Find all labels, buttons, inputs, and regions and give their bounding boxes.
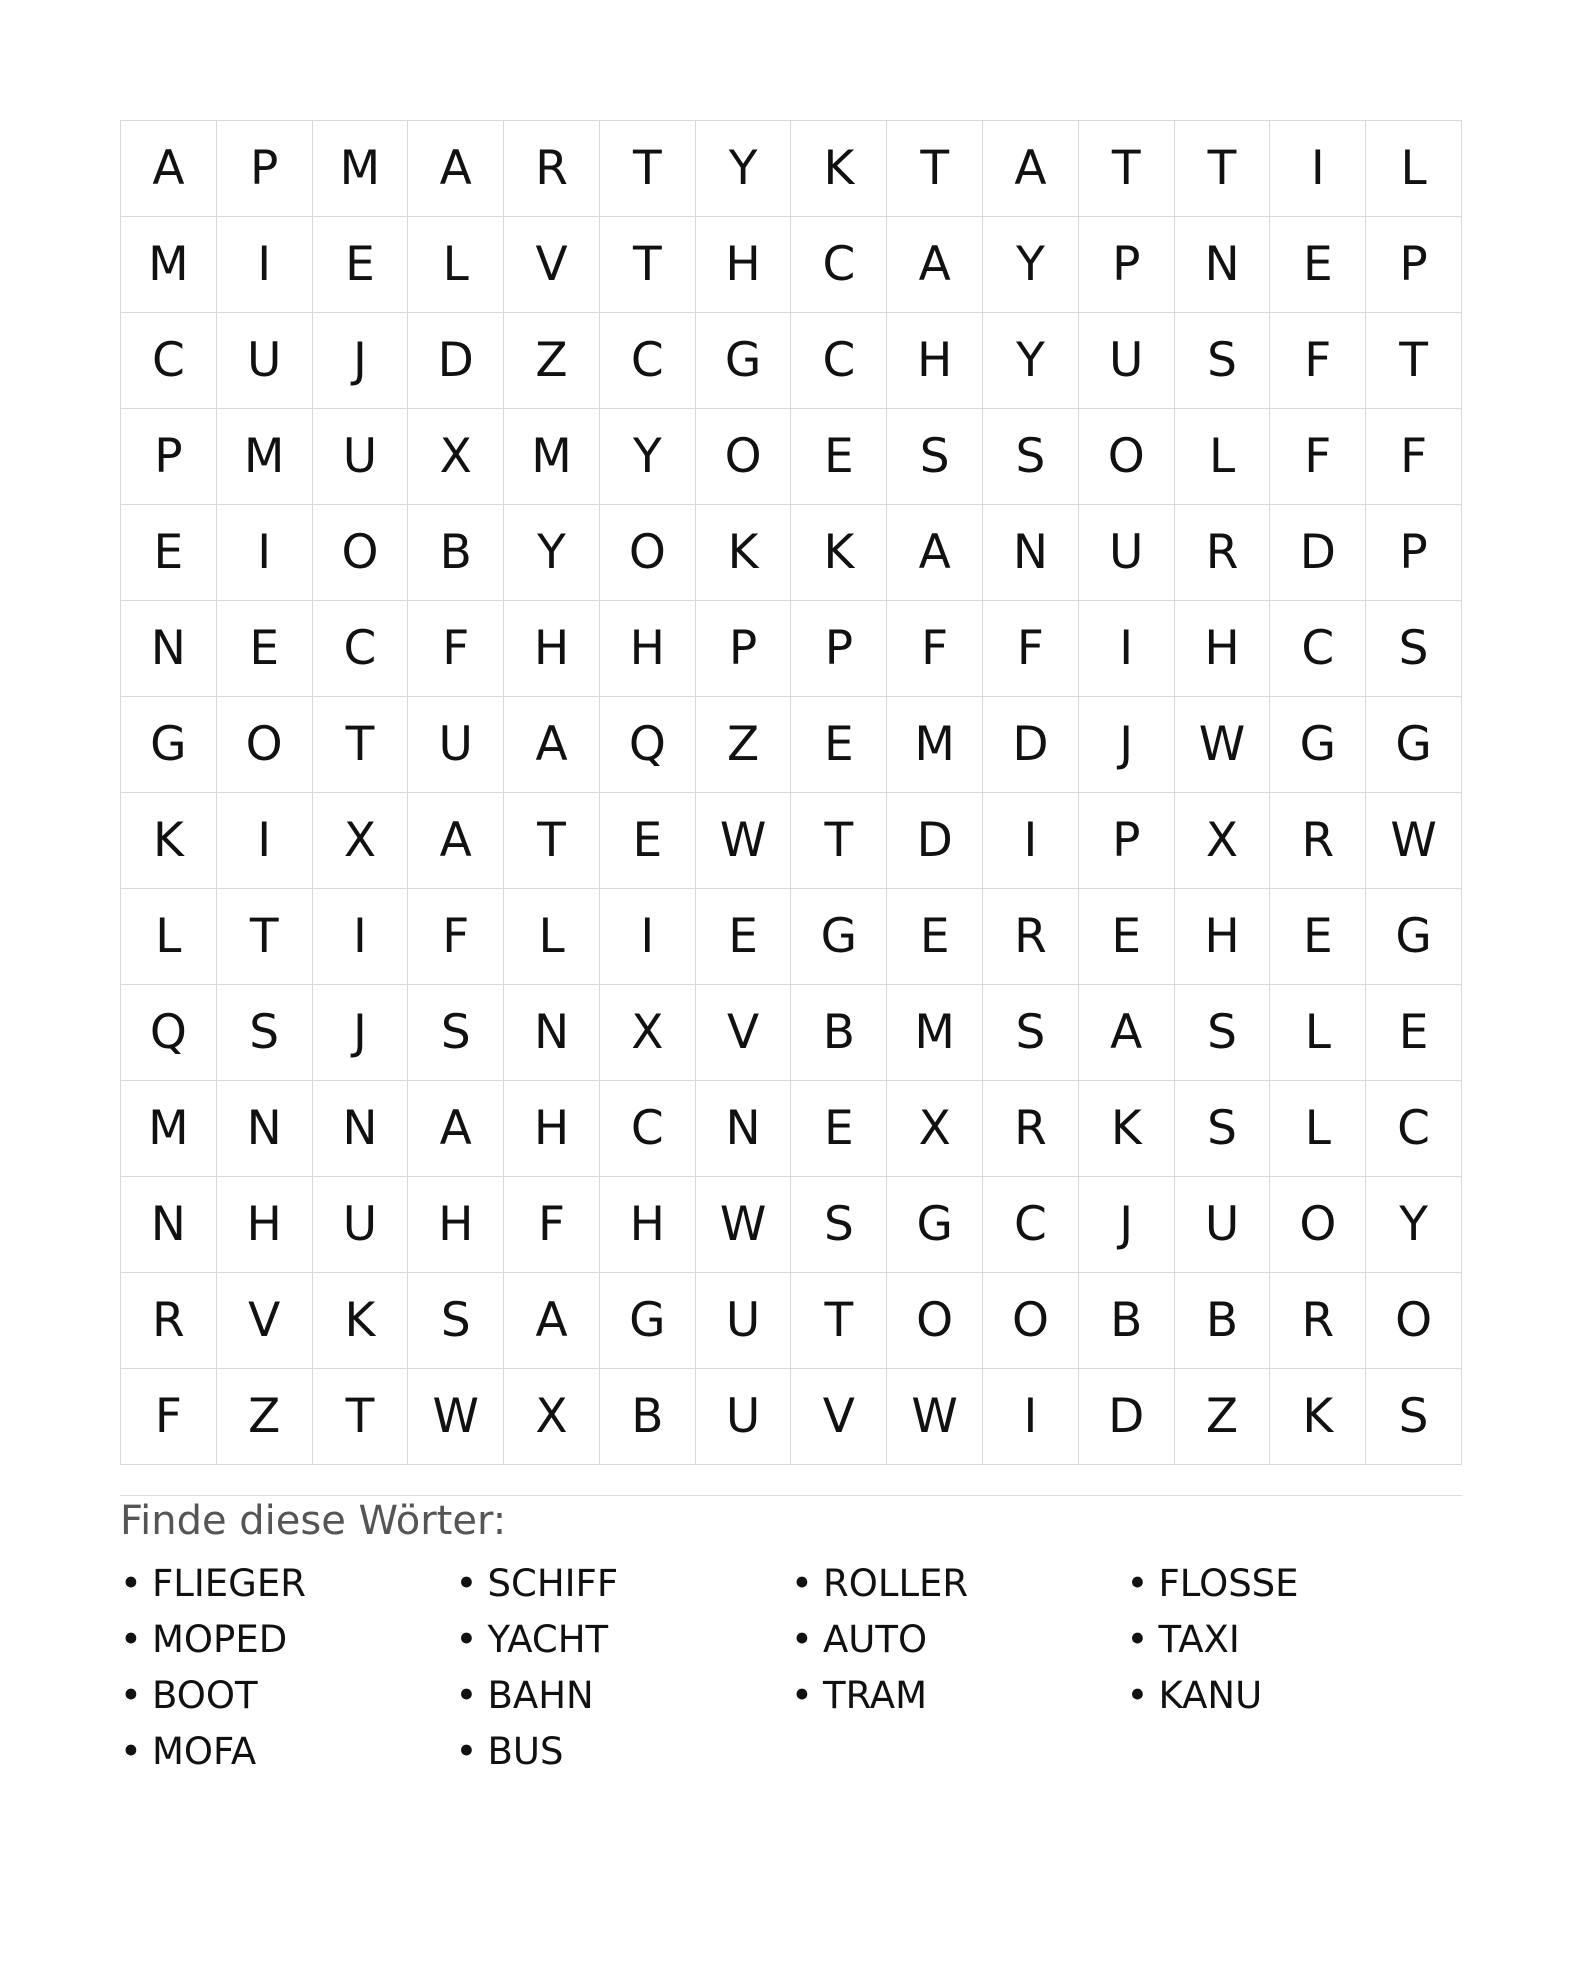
grid-cell[interactable]: G [1366, 697, 1462, 793]
bullet-icon: • [1126, 1618, 1149, 1661]
grid-cell[interactable]: T [313, 1369, 409, 1465]
word-list-item [456, 1562, 792, 1606]
grid-cell[interactable]: E [313, 217, 409, 313]
grid-cell[interactable]: H [217, 1177, 313, 1273]
grid-cell[interactable]: E [217, 601, 313, 697]
word-label: KANU [1158, 1674, 1263, 1717]
grid-cell[interactable]: H [504, 601, 600, 697]
bullet-icon: • [1126, 1674, 1149, 1717]
grid-cell[interactable]: B [1175, 1273, 1271, 1369]
grid-cell[interactable]: C [600, 313, 696, 409]
word-list [120, 1562, 1462, 1774]
grid-cell[interactable]: F [408, 889, 504, 985]
grid-cell[interactable]: F [1270, 409, 1366, 505]
grid-cell[interactable]: L [408, 217, 504, 313]
grid-cell[interactable]: C [1270, 601, 1366, 697]
grid-cell[interactable]: G [600, 1273, 696, 1369]
grid-cell[interactable]: F [983, 601, 1079, 697]
grid-cell[interactable]: O [1079, 409, 1175, 505]
grid-cell[interactable]: S [408, 1273, 504, 1369]
grid-cell[interactable]: G [696, 313, 792, 409]
grid-cell[interactable]: E [1270, 217, 1366, 313]
grid-cell[interactable]: O [696, 409, 792, 505]
bullet-icon: • [791, 1618, 813, 1661]
grid-cell[interactable]: X [408, 409, 504, 505]
word-list-item [1127, 1674, 1463, 1718]
grid-cell[interactable]: R [983, 1081, 1079, 1177]
grid-cell[interactable]: N [1175, 217, 1271, 313]
grid-cell[interactable]: M [504, 409, 600, 505]
grid-cell[interactable]: K [1079, 1081, 1175, 1177]
grid-cell[interactable]: M [121, 217, 217, 313]
grid-cell[interactable]: Y [504, 505, 600, 601]
grid-cell[interactable]: E [791, 1081, 887, 1177]
grid-cell[interactable]: N [313, 1081, 409, 1177]
grid-cell[interactable]: U [217, 313, 313, 409]
grid-cell[interactable]: I [217, 217, 313, 313]
grid-cell[interactable]: E [1079, 889, 1175, 985]
grid-cell[interactable]: O [217, 697, 313, 793]
grid-cell[interactable]: U [408, 697, 504, 793]
grid-cell[interactable]: L [1270, 1081, 1366, 1177]
grid-cell[interactable]: F [887, 601, 983, 697]
grid-cell[interactable]: S [1175, 985, 1271, 1081]
grid-cell[interactable]: D [1270, 505, 1366, 601]
grid-cell[interactable]: T [1366, 313, 1462, 409]
grid-cell[interactable]: Z [217, 1369, 313, 1465]
grid-cell[interactable]: R [504, 121, 600, 217]
grid-cell[interactable]: Y [983, 313, 1079, 409]
bullet-icon: • [120, 1674, 142, 1717]
word-list-item [120, 1730, 456, 1774]
grid-cell[interactable]: O [983, 1273, 1079, 1369]
grid-cell[interactable]: D [887, 793, 983, 889]
word-label: FLOSSE [1158, 1562, 1299, 1605]
grid-cell[interactable]: D [983, 697, 1079, 793]
grid-cell[interactable]: U [696, 1273, 792, 1369]
grid-cell[interactable]: O [313, 505, 409, 601]
grid-cell[interactable]: C [121, 313, 217, 409]
grid-cell[interactable]: H [696, 217, 792, 313]
grid-cell[interactable]: J [313, 313, 409, 409]
grid-cell[interactable]: E [791, 409, 887, 505]
grid-cell[interactable]: Y [983, 217, 1079, 313]
grid-cell[interactable]: A [408, 793, 504, 889]
grid-cell[interactable]: N [217, 1081, 313, 1177]
grid-cell[interactable]: E [696, 889, 792, 985]
word-label: ROLLER [823, 1562, 969, 1605]
grid-cell[interactable]: I [1270, 121, 1366, 217]
grid-cell[interactable]: K [1270, 1369, 1366, 1465]
grid-cell[interactable]: S [1175, 313, 1271, 409]
word-list-item [456, 1618, 792, 1662]
grid-cell[interactable]: H [1175, 889, 1271, 985]
grid-cell[interactable]: V [504, 217, 600, 313]
grid-cell[interactable]: T [600, 217, 696, 313]
grid-cell[interactable]: I [983, 793, 1079, 889]
grid-cell[interactable]: N [983, 505, 1079, 601]
grid-cell[interactable]: E [121, 505, 217, 601]
grid-cell[interactable]: G [791, 889, 887, 985]
word-label: BUS [487, 1730, 564, 1773]
grid-cell[interactable]: O [1270, 1177, 1366, 1273]
grid-cell[interactable]: S [1366, 1369, 1462, 1465]
grid-cell[interactable]: S [408, 985, 504, 1081]
word-label: BAHN [487, 1674, 594, 1717]
grid-cell[interactable]: H [600, 601, 696, 697]
letter-grid [120, 120, 1462, 1465]
grid-cell[interactable]: T [217, 889, 313, 985]
grid-cell[interactable]: H [887, 313, 983, 409]
grid-cell[interactable]: M [121, 1081, 217, 1177]
grid-cell[interactable]: T [504, 793, 600, 889]
grid-cell[interactable]: R [1270, 793, 1366, 889]
grid-cell[interactable]: O [1366, 1273, 1462, 1369]
grid-cell[interactable]: F [1366, 409, 1462, 505]
bullet-icon: • [120, 1562, 142, 1605]
grid-cell[interactable]: I [217, 505, 313, 601]
grid-cell[interactable]: V [791, 1369, 887, 1465]
grid-cell[interactable]: T [791, 1273, 887, 1369]
bullet-icon: • [455, 1674, 478, 1717]
grid-cell[interactable]: E [1366, 985, 1462, 1081]
grid-cell[interactable]: J [1079, 697, 1175, 793]
grid-cell[interactable]: B [600, 1369, 696, 1465]
grid-cell[interactable]: C [600, 1081, 696, 1177]
grid-cell[interactable]: E [1270, 889, 1366, 985]
word-label: FLIEGER [152, 1562, 306, 1605]
grid-cell[interactable]: Z [504, 313, 600, 409]
grid-cell[interactable]: P [1079, 793, 1175, 889]
grid-cell[interactable]: X [504, 1369, 600, 1465]
word-label: MOPED [152, 1618, 288, 1661]
grid-cell[interactable]: U [1175, 1177, 1271, 1273]
grid-cell[interactable]: G [121, 697, 217, 793]
grid-cell[interactable]: I [313, 889, 409, 985]
grid-cell[interactable]: X [887, 1081, 983, 1177]
grid-cell[interactable]: P [217, 121, 313, 217]
grid-cell[interactable]: Q [121, 985, 217, 1081]
grid-cell[interactable]: D [408, 313, 504, 409]
grid-cell[interactable]: A [887, 505, 983, 601]
grid-cell[interactable]: U [1079, 313, 1175, 409]
grid-cell[interactable]: O [887, 1273, 983, 1369]
grid-cell[interactable]: I [983, 1369, 1079, 1465]
bullet-icon: • [455, 1730, 478, 1773]
grid-cell[interactable]: L [1366, 121, 1462, 217]
grid-cell[interactable]: S [1366, 601, 1462, 697]
grid-cell[interactable]: F [408, 601, 504, 697]
grid-cell[interactable]: G [1270, 697, 1366, 793]
grid-cell[interactable]: H [408, 1177, 504, 1273]
grid-cell[interactable]: F [121, 1369, 217, 1465]
grid-cell[interactable]: E [887, 889, 983, 985]
grid-cell[interactable]: Z [1175, 1369, 1271, 1465]
word-list-item [456, 1730, 792, 1774]
bullet-icon: • [1126, 1562, 1149, 1605]
grid-cell[interactable]: O [600, 505, 696, 601]
word-label: AUTO [823, 1618, 928, 1661]
grid-cell[interactable]: Y [1366, 1177, 1462, 1273]
word-list-title: Finde diese Wörter: [120, 1498, 507, 1544]
word-label: SCHIFF [487, 1562, 619, 1605]
grid-cell[interactable]: A [1079, 985, 1175, 1081]
grid-cell[interactable]: I [600, 889, 696, 985]
grid-cell[interactable]: D [1079, 1369, 1175, 1465]
grid-cell[interactable]: U [1079, 505, 1175, 601]
grid-cell[interactable]: N [121, 601, 217, 697]
grid-cell[interactable]: C [313, 601, 409, 697]
grid-cell[interactable]: T [791, 793, 887, 889]
word-label: BOOT [152, 1674, 258, 1717]
grid-cell[interactable]: W [696, 793, 792, 889]
grid-cell[interactable]: B [408, 505, 504, 601]
grid-cell[interactable]: Q [600, 697, 696, 793]
grid-cell[interactable]: L [1270, 985, 1366, 1081]
grid-cell[interactable]: X [600, 985, 696, 1081]
grid-cell[interactable]: Y [600, 409, 696, 505]
grid-cell[interactable]: K [791, 121, 887, 217]
grid-cell[interactable]: T [600, 121, 696, 217]
grid-cell[interactable]: P [1079, 217, 1175, 313]
word-label: TAXI [1158, 1618, 1240, 1661]
word-label: YACHT [487, 1618, 609, 1661]
grid-cell[interactable]: L [1175, 409, 1271, 505]
bullet-icon: • [120, 1618, 142, 1661]
word-list-item [120, 1562, 456, 1606]
grid-cell[interactable]: C [791, 313, 887, 409]
word-list-item [1127, 1618, 1463, 1662]
word-list-item [456, 1674, 792, 1718]
grid-cell[interactable]: A [504, 1273, 600, 1369]
grid-cell[interactable]: R [1175, 505, 1271, 601]
grid-cell[interactable]: K [696, 505, 792, 601]
grid-cell[interactable]: P [1366, 505, 1462, 601]
grid-cell[interactable]: N [504, 985, 600, 1081]
word-label: MOFA [152, 1730, 257, 1773]
grid-cell[interactable]: G [1366, 889, 1462, 985]
grid-cell[interactable]: S [1175, 1081, 1271, 1177]
grid-cell[interactable]: M [887, 985, 983, 1081]
grid-cell[interactable]: V [217, 1273, 313, 1369]
grid-cell[interactable]: T [313, 697, 409, 793]
grid-cell[interactable]: J [313, 985, 409, 1081]
grid-cell[interactable]: S [217, 985, 313, 1081]
grid-cell[interactable]: S [791, 1177, 887, 1273]
grid-cell[interactable]: V [696, 985, 792, 1081]
grid-cell[interactable]: A [887, 217, 983, 313]
grid-cell[interactable]: A [408, 1081, 504, 1177]
grid-cell[interactable]: I [217, 793, 313, 889]
grid-cell[interactable]: M [313, 121, 409, 217]
grid-cell[interactable]: E [791, 697, 887, 793]
bullet-icon: • [455, 1562, 478, 1605]
grid-cell[interactable]: W [887, 1369, 983, 1465]
grid-cell[interactable]: U [696, 1369, 792, 1465]
grid-cell[interactable]: P [1366, 217, 1462, 313]
grid-cell[interactable]: P [791, 601, 887, 697]
grid-cell[interactable]: R [983, 889, 1079, 985]
grid-cell[interactable]: N [696, 1081, 792, 1177]
bullet-icon: • [791, 1674, 813, 1717]
grid-cell[interactable]: G [887, 1177, 983, 1273]
grid-cell[interactable]: F [1270, 313, 1366, 409]
grid-cell[interactable]: W [1175, 697, 1271, 793]
grid-cell[interactable]: A [504, 697, 600, 793]
grid-cell[interactable]: S [887, 409, 983, 505]
word-label: TRAM [823, 1674, 928, 1717]
grid-cell[interactable]: H [504, 1081, 600, 1177]
divider [120, 1495, 1462, 1496]
grid-cell[interactable]: K [121, 793, 217, 889]
grid-cell[interactable]: W [408, 1369, 504, 1465]
bullet-icon: • [120, 1730, 142, 1773]
grid-cell[interactable]: I [1079, 601, 1175, 697]
grid-cell[interactable]: B [1079, 1273, 1175, 1369]
word-list-item [791, 1674, 1127, 1718]
grid-cell[interactable]: K [791, 505, 887, 601]
grid-cell[interactable]: W [696, 1177, 792, 1273]
grid-cell[interactable]: R [1270, 1273, 1366, 1369]
grid-cell[interactable]: W [1366, 793, 1462, 889]
grid-cell[interactable]: N [121, 1177, 217, 1273]
grid-cell[interactable]: T [887, 121, 983, 217]
word-list-item [1127, 1562, 1463, 1606]
grid-cell[interactable]: L [121, 889, 217, 985]
word-search-puzzle [120, 120, 1462, 1774]
word-list-item [120, 1674, 456, 1718]
grid-cell[interactable]: C [1366, 1081, 1462, 1177]
grid-cell[interactable]: H [1175, 601, 1271, 697]
grid-cell[interactable]: F [504, 1177, 600, 1273]
word-list-item [791, 1618, 1127, 1662]
bullet-icon: • [455, 1618, 478, 1661]
grid-cell[interactable]: R [121, 1273, 217, 1369]
grid-cell[interactable]: A [983, 121, 1079, 217]
bullet-icon: • [791, 1562, 813, 1605]
grid-cell[interactable]: X [1175, 793, 1271, 889]
grid-cell[interactable]: T [1175, 121, 1271, 217]
grid-cell[interactable]: M [887, 697, 983, 793]
grid-cell[interactable]: B [791, 985, 887, 1081]
word-list-item [791, 1562, 1127, 1606]
grid-cell[interactable]: X [313, 793, 409, 889]
grid-cell[interactable]: P [696, 601, 792, 697]
grid-cell[interactable]: K [313, 1273, 409, 1369]
grid-cell[interactable]: M [217, 409, 313, 505]
grid-cell[interactable]: Y [696, 121, 792, 217]
grid-cell[interactable]: H [600, 1177, 696, 1273]
grid-cell[interactable]: S [983, 409, 1079, 505]
grid-cell[interactable]: J [1079, 1177, 1175, 1273]
grid-cell[interactable]: U [313, 1177, 409, 1273]
grid-cell[interactable]: U [313, 409, 409, 505]
grid-cell[interactable]: S [983, 985, 1079, 1081]
grid-cell[interactable]: E [600, 793, 696, 889]
grid-cell[interactable]: T [1079, 121, 1175, 217]
grid-cell[interactable]: Z [696, 697, 792, 793]
grid-cell[interactable]: A [408, 121, 504, 217]
grid-cell[interactable]: C [983, 1177, 1079, 1273]
grid-cell[interactable]: P [121, 409, 217, 505]
grid-cell[interactable]: C [791, 217, 887, 313]
grid-cell[interactable]: L [504, 889, 600, 985]
word-list-item [120, 1618, 456, 1662]
grid-cell[interactable]: A [121, 121, 217, 217]
